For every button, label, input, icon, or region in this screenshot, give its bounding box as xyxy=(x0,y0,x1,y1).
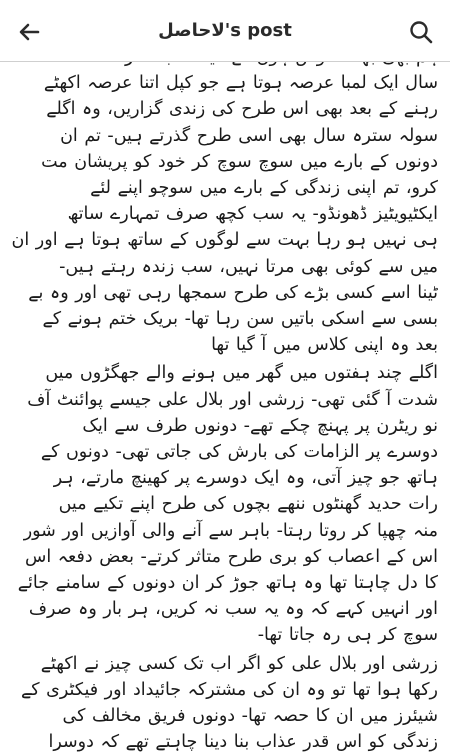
text-line: میں سے کوئی بھی مرتا نہیں، سب زندہ رہتے ہیں- xyxy=(59,256,438,277)
text-line: دوسرے پر الزامات کی بارش کی جاتی تھی- دونوں کے xyxy=(40,442,438,463)
text-line: بعد وہ اپنی کلاس میں آ گیا تھا xyxy=(211,335,438,356)
text-line: سال ایک لمبا عرصہ ہوتا ہے جو کپل اتنا عرصہ اکھٹے xyxy=(43,73,438,94)
text-line: منہ چھپا کر روتا رہتا- باہر سے آنے والی آوازیں اور شور xyxy=(23,520,438,541)
back-button[interactable] xyxy=(12,15,46,49)
text-line: بسی سے اسکی باتیں سن رہا تھا- بریک ختم ہونے کے xyxy=(42,309,438,330)
arrow-left-icon xyxy=(17,20,41,44)
text-line: شدت آ گئی تھی- زرشی اور بلال علی جیسے پوائنٹ آف xyxy=(27,389,438,410)
page-title: لاحاصل's post xyxy=(158,20,292,41)
post-paragraph-1 xyxy=(10,44,438,358)
text-line: کا دل چاہتا تھا وہ ہاتھ جوڑ کر ان دونوں کے سامنے جائے xyxy=(17,573,438,594)
text-line: رہنے کے بعد بھی اس طرح کی زندی گزاریں، وہ اگلے xyxy=(46,99,438,120)
post-paragraph-2 xyxy=(10,360,438,648)
text-line: سوچ کر ہی رہ جاتا تھا- xyxy=(257,625,438,646)
text-line: سولہ سترہ سال بھی اسی طرح گذرتے ہیں- تم ان xyxy=(60,125,438,146)
text-line: ہاتھ جو چیز آتی، وہ ایک دوسرے پر کھینچ مارتے، ہر xyxy=(53,468,438,489)
text-line: اگلے چند ہفتوں میں گھر میں ہونے والے جھگڑوں میں xyxy=(45,363,438,384)
text-line: شیئرز میں ان کا حصہ تھا- دونوں فریق مخالف کی xyxy=(62,706,438,727)
post-paragraph-3 xyxy=(10,651,438,755)
text-line: ایکٹیویٹیز ڈھونڈو- یہ سب کچھ صرف تمہارے ساتھ xyxy=(67,204,438,225)
app-header xyxy=(0,0,450,62)
text-line: رات حدید گھنٹوں ننھے بچوں کی طرح اپنے تکیے میں xyxy=(58,494,438,515)
text-line: کرو، تم اپنی زندگی کے بارے میں سوچو اپنے لئے xyxy=(90,178,438,199)
text-line: نو ریٹرن پر پہنچ چکے تھے- دونوں طرف سے ایک xyxy=(82,415,438,436)
text-line: ہی نہیں ہو رہا بہت سے لوگوں کے ساتھ ہوتا ہے اور ان xyxy=(11,230,438,251)
text-line: زندگی کو اس قدر عذاب بنا دینا چاہتے تھے کہ دوسرا xyxy=(48,732,438,753)
post-body xyxy=(0,44,450,755)
text-line: رکھا ہوا تھا تو وہ ان کی مشترکہ جائیداد اور فیکٹری کے xyxy=(21,679,438,700)
text-line: اس کے اعصاب کو بری طرح متاثر کرتے- بعض دفعہ اس xyxy=(25,546,438,567)
search-button[interactable] xyxy=(404,15,438,49)
text-line: دونوں کے بارے میں سوچ سوچ کر خود کو پریشان مت xyxy=(41,151,438,172)
text-line: ٹینا اسے کسی بڑے کی طرح سمجھا رہی تھی اور وہ بے xyxy=(28,282,438,303)
text-line: اور انہیں کہے کہ وہ یہ سب نہ کریں، ہر بار وہ صرف xyxy=(28,599,438,620)
text-line: زرشی اور بلال علی کو اگر اب تک کسی چیز نے اکھٹے xyxy=(40,653,438,674)
search-icon xyxy=(408,19,434,45)
